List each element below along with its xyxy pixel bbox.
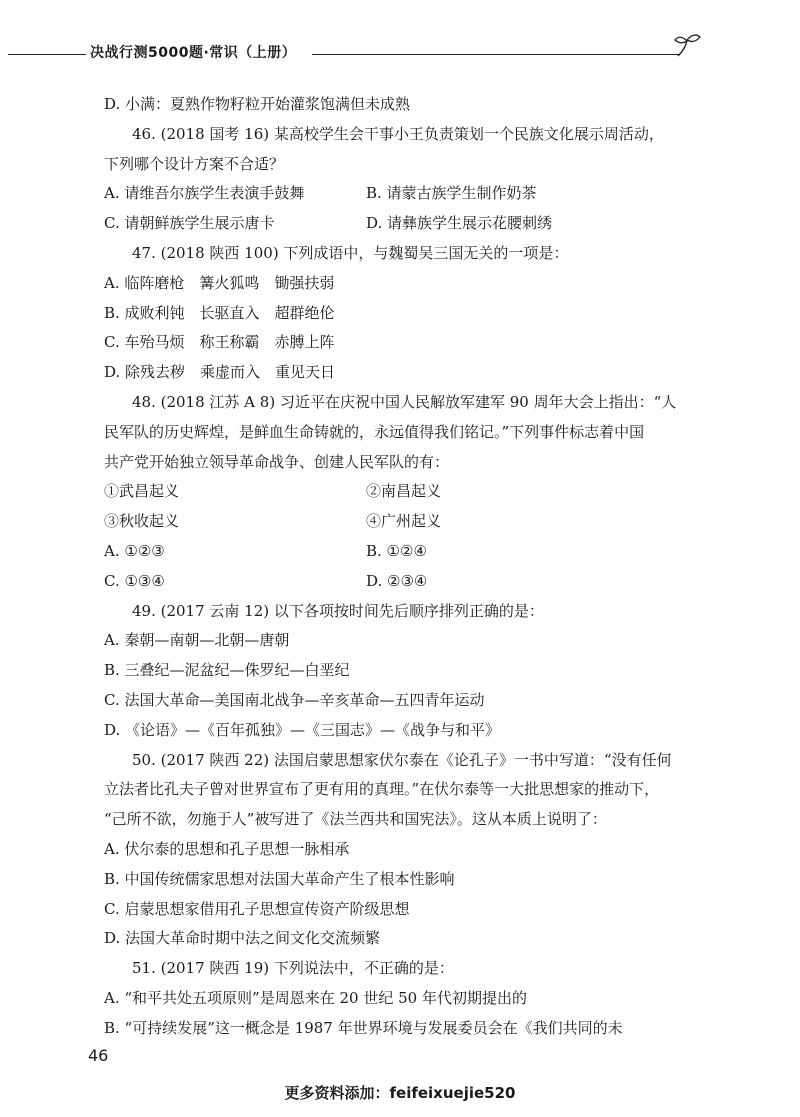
question-stem: 49. (2017 云南 12) 以下各项按时间先后顺序排列正确的是： xyxy=(132,601,544,620)
text-line: 下列哪个设计方案不合适？ xyxy=(104,154,285,173)
question-stem: 47. (2018 陕西 100) 下列成语中，与魏蜀吴三国无关的一项是： xyxy=(132,243,569,262)
option-left: ③秋收起义 xyxy=(104,512,180,531)
question-stem: 46. (2018 国考 16) 某高校学生会干事小王负责策划一个民族文化展示周活动， xyxy=(132,124,664,143)
option-left: C. ①③④ xyxy=(104,571,165,590)
option-row xyxy=(104,179,700,209)
option-right: B. 请蒙古族学生制作奶茶 xyxy=(366,184,537,203)
footer-note: 更多资料添加：feifeixuejie520 xyxy=(284,1084,516,1102)
option-row xyxy=(104,537,700,567)
option-row xyxy=(104,209,700,239)
text-line: C. 车殆马烦 称王称霸 赤膊上阵 xyxy=(104,333,335,352)
text-line: B. 三叠纪—泥盆纪—侏罗纪—白垩纪 xyxy=(104,661,350,680)
sprout-icon xyxy=(672,32,702,58)
page-number: 46 xyxy=(88,1046,109,1065)
text-line: A. 伏尔泰的思想和孔子思想一脉相承 xyxy=(104,839,350,858)
text-line: “己所不欲，勿施于人”被写进了《法兰西共和国宪法》。这从本质上说明了： xyxy=(104,810,607,829)
text-line: A. “和平共处五项原则”是周恩来在 20 世纪 50 年代初期提出的 xyxy=(104,988,527,1007)
text-line: D. 小满：夏熟作物籽粒开始灌浆饱满但未成熟 xyxy=(104,95,411,113)
option-left: ①武昌起义 xyxy=(104,482,180,501)
question-content xyxy=(104,90,700,1044)
question-stem: 50. (2017 陕西 22) 法国启蒙思想家伏尔泰在《论孔子》一书中写道：“没有任何 xyxy=(132,750,672,769)
header-rule-right xyxy=(312,54,680,55)
text-line: C. 法国大革命—美国南北战争—辛亥革命—五四青年运动 xyxy=(104,690,485,709)
text-line: 共产党开始独立领导革命战争、创建人民军队的有： xyxy=(104,452,450,471)
header-rule-left xyxy=(8,54,86,55)
option-right: ②南昌起义 xyxy=(366,482,442,501)
question-stem: 51. (2017 陕西 19) 下列说法中，不正确的是： xyxy=(132,959,454,978)
option-left: A. 请维吾尔族学生表演手鼓舞 xyxy=(104,184,305,203)
text-line: B. 中国传统儒家思想对法国大革命产生了根本性影响 xyxy=(104,869,455,888)
text-line: B. 成败利钝 长驱直入 超群绝伦 xyxy=(104,303,335,322)
option-right: B. ①②④ xyxy=(366,541,427,560)
option-right: D. 请彝族学生展示花腰刺绣 xyxy=(366,214,553,233)
text-line: C. 启蒙思想家借用孔子思想宣传资产阶级思想 xyxy=(104,899,410,918)
option-right: D. ②③④ xyxy=(366,571,428,590)
text-line: 立法者比孔夫子曾对世界宣布了更有用的真理。”在伏尔泰等一大批思想家的推动下， xyxy=(104,780,660,799)
question-stem: 48. (2018 江苏 A 8) 习近平在庆祝中国人民解放军建军 90 周年大会上指出：“人 xyxy=(132,392,677,411)
text-line: D. 《论语》—《百年孤独》—《三国志》—《战争与和平》 xyxy=(104,720,501,739)
text-line: D. 除残去秽 乘虚而入 重见天日 xyxy=(104,363,336,382)
option-left: A. ①②③ xyxy=(104,541,165,560)
option-left: C. 请朝鲜族学生展示唐卡 xyxy=(104,214,275,233)
option-row xyxy=(104,477,700,507)
text-line: D. 法国大革命时期中法之间文化交流频繁 xyxy=(104,929,381,948)
option-row xyxy=(104,507,700,537)
text-line: B. “可持续发展”这一概念是 1987 年世界环境与发展委员会在《我们共同的未 xyxy=(104,1018,623,1037)
text-line: 民军队的历史辉煌，是鲜血生命铸就的，永远值得我们铭记。”下列事件标志着中国 xyxy=(104,422,645,441)
text-line: A. 临阵磨枪 篝火狐鸣 锄强扶弱 xyxy=(104,273,335,292)
header-title: 决战行测5000题·常识（上册） xyxy=(90,45,297,61)
option-row xyxy=(104,567,700,597)
page-header xyxy=(0,38,800,68)
option-right: ④广州起义 xyxy=(366,512,442,531)
text-line: A. 秦朝—南朝—北朝—唐朝 xyxy=(104,631,290,650)
